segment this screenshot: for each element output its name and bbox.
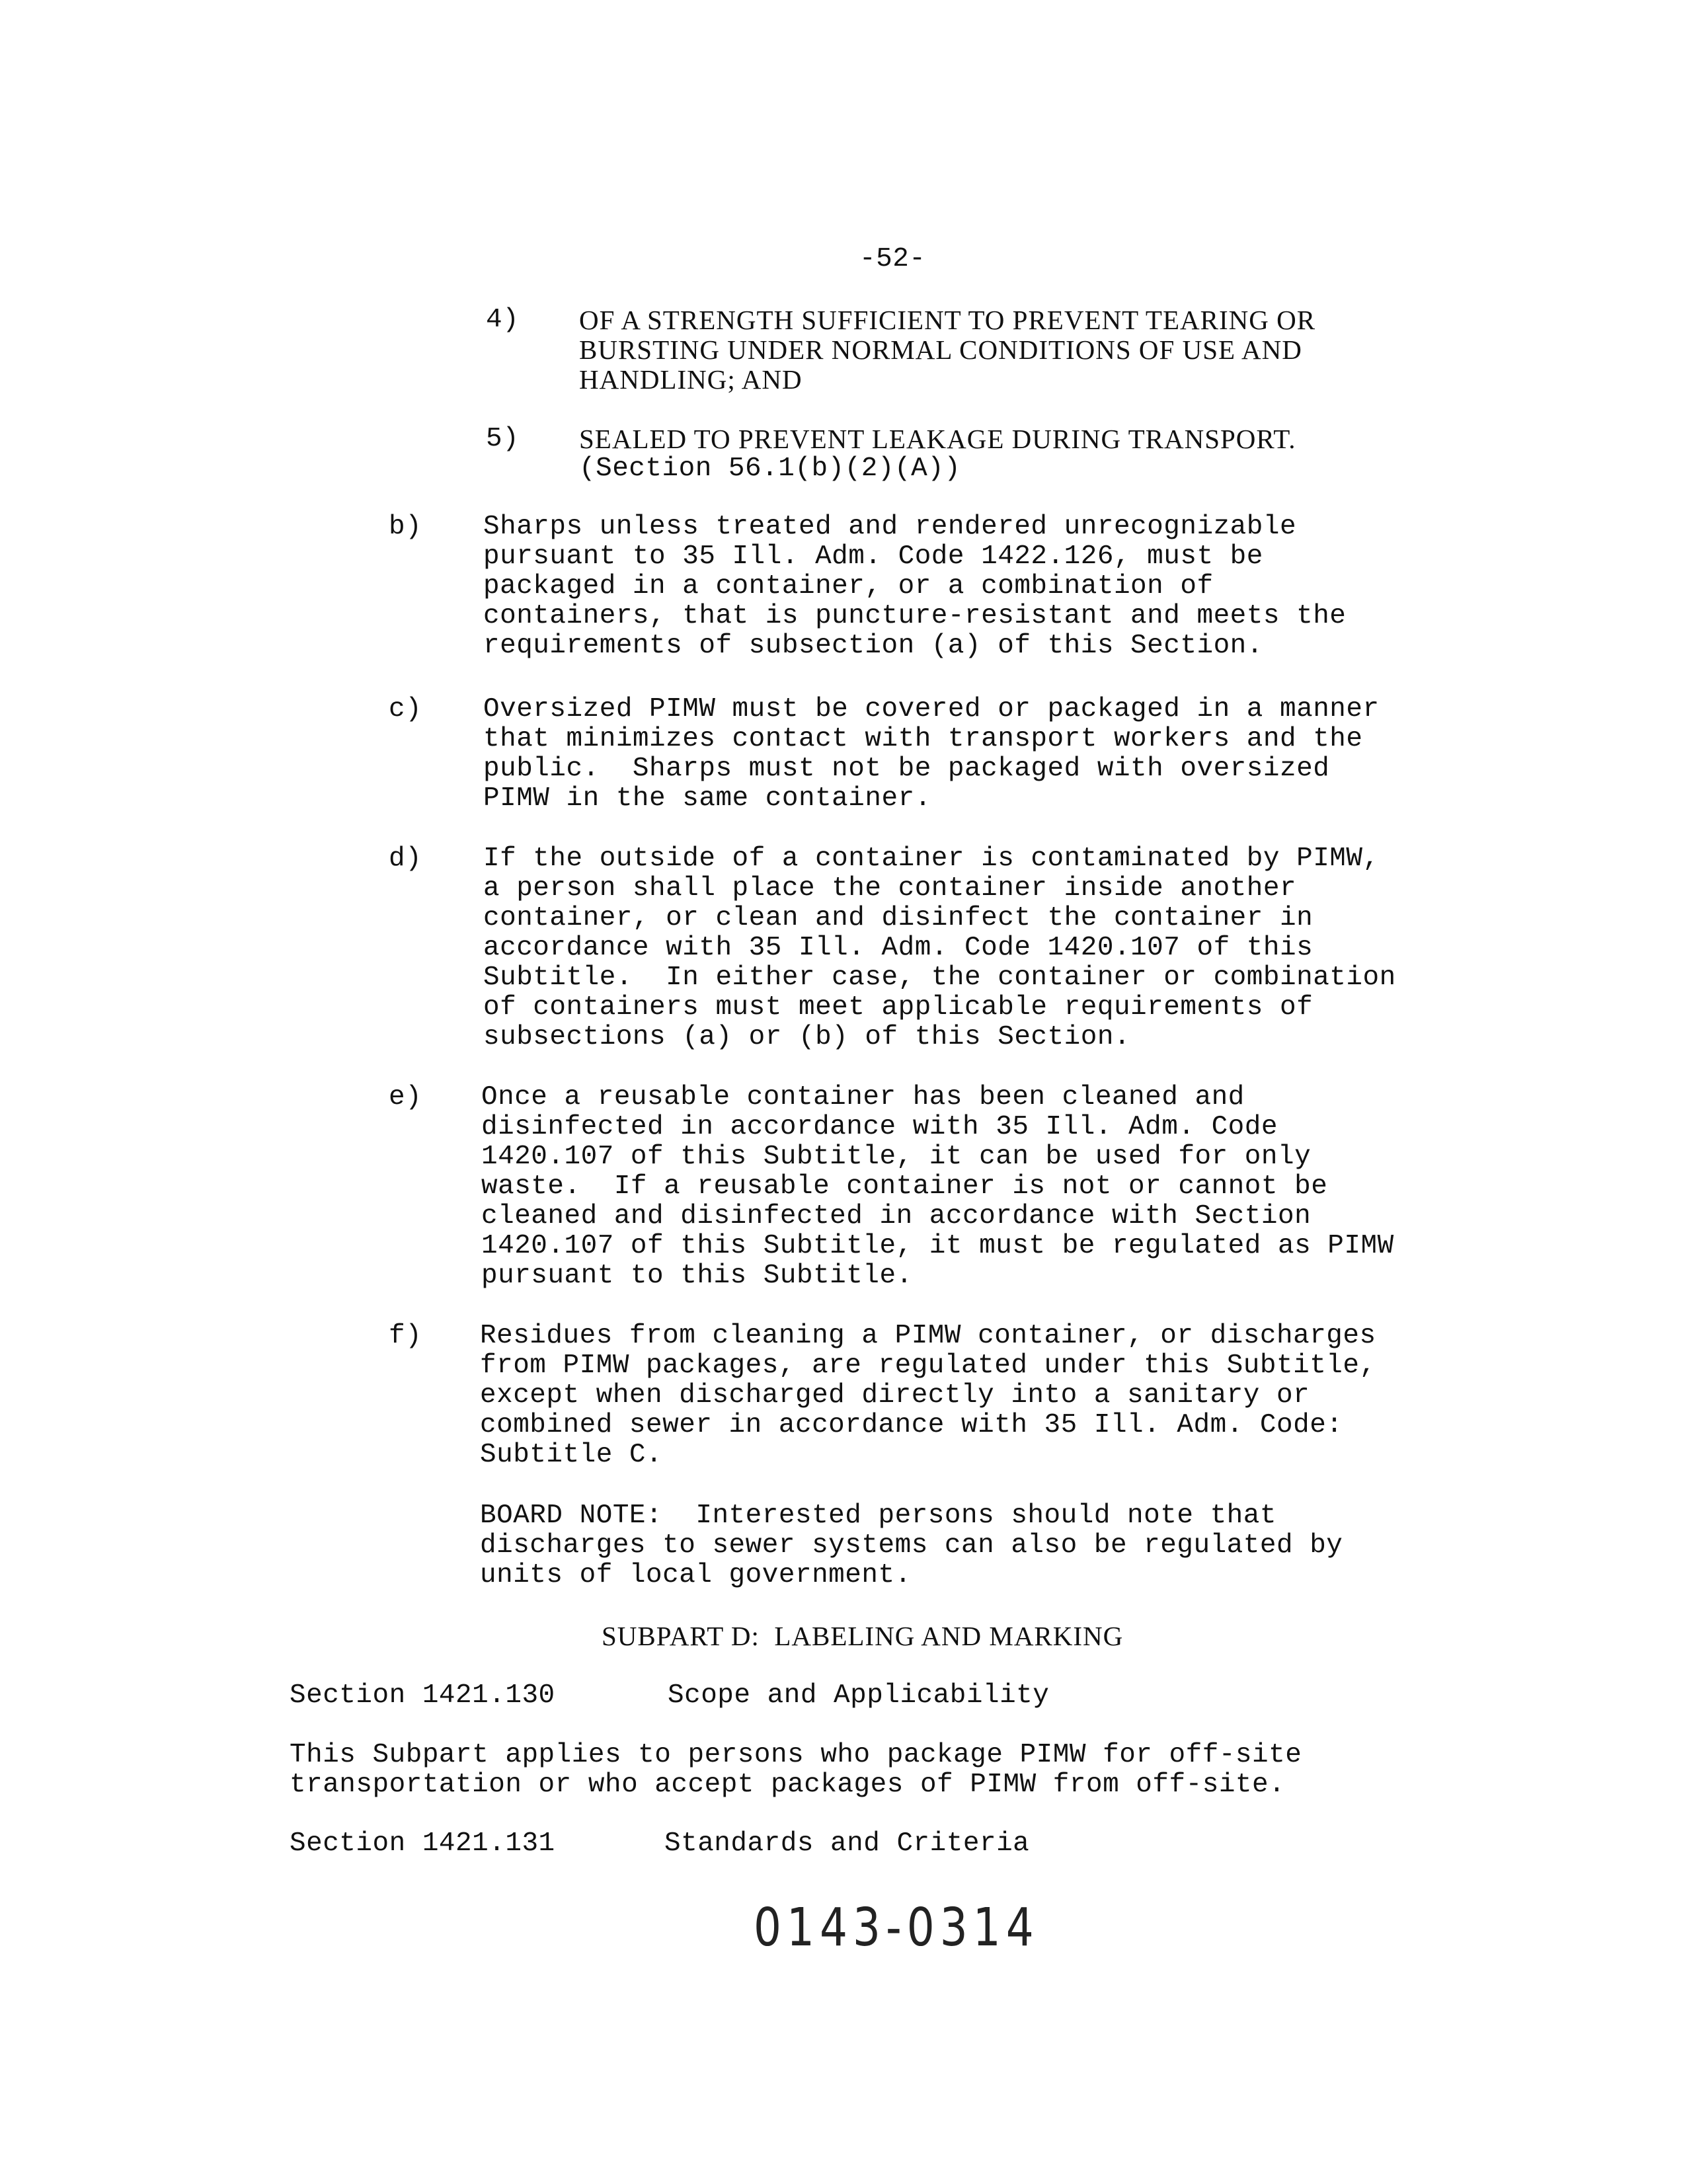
list-item-line: of containers must meet applicable requirements of: [483, 992, 1314, 1023]
list-marker: e): [389, 1082, 422, 1112]
list-item-line: accordance with 35 Ill. Adm. Code 1420.107 of this: [483, 933, 1314, 963]
list-item-line: BURSTING UNDER NORMAL CONDITIONS OF USE AND: [579, 334, 1302, 365]
list-item-line: 1420.107 of this Subtitle, it can be used for only: [481, 1142, 1312, 1172]
list-item-line: (Section 56.1(b)(2)(A)): [579, 453, 961, 484]
list-item-line: packaged in a container, or a combination of: [483, 571, 1214, 602]
board-note-line: discharges to sewer systems can also be regulated by: [480, 1530, 1343, 1561]
list-item-line: combined sewer in accordance with 35 Ill. Adm. Code:: [480, 1410, 1343, 1440]
section-title: Standards and Criteria: [664, 1828, 1030, 1859]
list-item-line: that minimizes contact with transport workers and the: [483, 724, 1363, 754]
list-marker: b): [389, 512, 422, 542]
section-number: Section 1421.131: [290, 1828, 555, 1859]
list-item-line: container, or clean and disinfect the container in: [483, 903, 1314, 933]
list-item-line: except when discharged directly into a sanitary or: [480, 1380, 1310, 1411]
list-item-line: PIMW in the same container.: [483, 783, 931, 814]
list-item-line: from PIMW packages, are regulated under this Subtitle,: [480, 1350, 1376, 1381]
list-item-line: disinfected in accordance with 35 Ill. Adm. Code: [481, 1112, 1278, 1142]
document-code-stamp: 0143-0314: [754, 1897, 1039, 1959]
list-item-line: Subtitle. In either case, the container or combination: [483, 962, 1396, 993]
list-item-line: Subtitle C.: [480, 1440, 663, 1470]
list-item-line: cleaned and disinfected in accordance with Section: [481, 1201, 1312, 1231]
list-item-line: subsections (a) or (b) of this Section.: [483, 1022, 1131, 1052]
list-item-line: a person shall place the container inside another: [483, 873, 1297, 904]
list-item-line: containers, that is puncture-resistant and meets the: [483, 601, 1347, 631]
section-title: Scope and Applicability: [668, 1680, 1050, 1711]
list-item-line: Sharps unless treated and rendered unrecognizable: [483, 512, 1297, 542]
list-item-line: If the outside of a container is contaminated by PIMW,: [483, 843, 1380, 874]
list-item-line: 1420.107 of this Subtitle, it must be regulated as PIMW: [481, 1231, 1394, 1261]
list-item-line: HANDLING; AND: [579, 364, 803, 395]
list-item-line: waste. If a reusable container is not or cannot be: [481, 1171, 1328, 1202]
list-item-line: Residues from cleaning a PIMW container, or discharges: [480, 1321, 1376, 1351]
section-body-line: transportation or who accept packages of PIMW from off-site.: [290, 1770, 1286, 1800]
section-body-line: This Subpart applies to persons who package PIMW for off-site: [290, 1740, 1302, 1770]
list-item-line: pursuant to this Subtitle.: [481, 1261, 913, 1291]
list-item-line: requirements of subsection (a) of this Section.: [483, 631, 1263, 661]
list-item-line: SEALED TO PREVENT LEAKAGE DURING TRANSPORT.: [579, 424, 1296, 454]
list-item-line: OF A STRENGTH SUFFICIENT TO PREVENT TEARING OR: [579, 305, 1316, 335]
list-item-line: pursuant to 35 Ill. Adm. Code 1422.126, must be: [483, 541, 1263, 572]
list-marker: 5): [486, 424, 520, 454]
section-number: Section 1421.130: [290, 1680, 555, 1711]
list-item-line: Oversized PIMW must be covered or packaged in a manner: [483, 694, 1380, 724]
list-marker: d): [389, 843, 422, 874]
list-item-line: public. Sharps must not be packaged with oversized: [483, 754, 1330, 784]
list-marker: c): [389, 694, 422, 724]
subpart-heading: SUBPART D: LABELING AND MARKING: [602, 1621, 1124, 1651]
page-number: -52-: [859, 244, 926, 274]
list-item-line: Once a reusable container has been cleaned and: [481, 1082, 1245, 1112]
list-marker: f): [389, 1321, 422, 1351]
board-note-line: units of local government.: [480, 1560, 912, 1590]
list-marker: 4): [486, 305, 520, 335]
board-note-line: BOARD NOTE: Interested persons should note that: [480, 1501, 1276, 1531]
